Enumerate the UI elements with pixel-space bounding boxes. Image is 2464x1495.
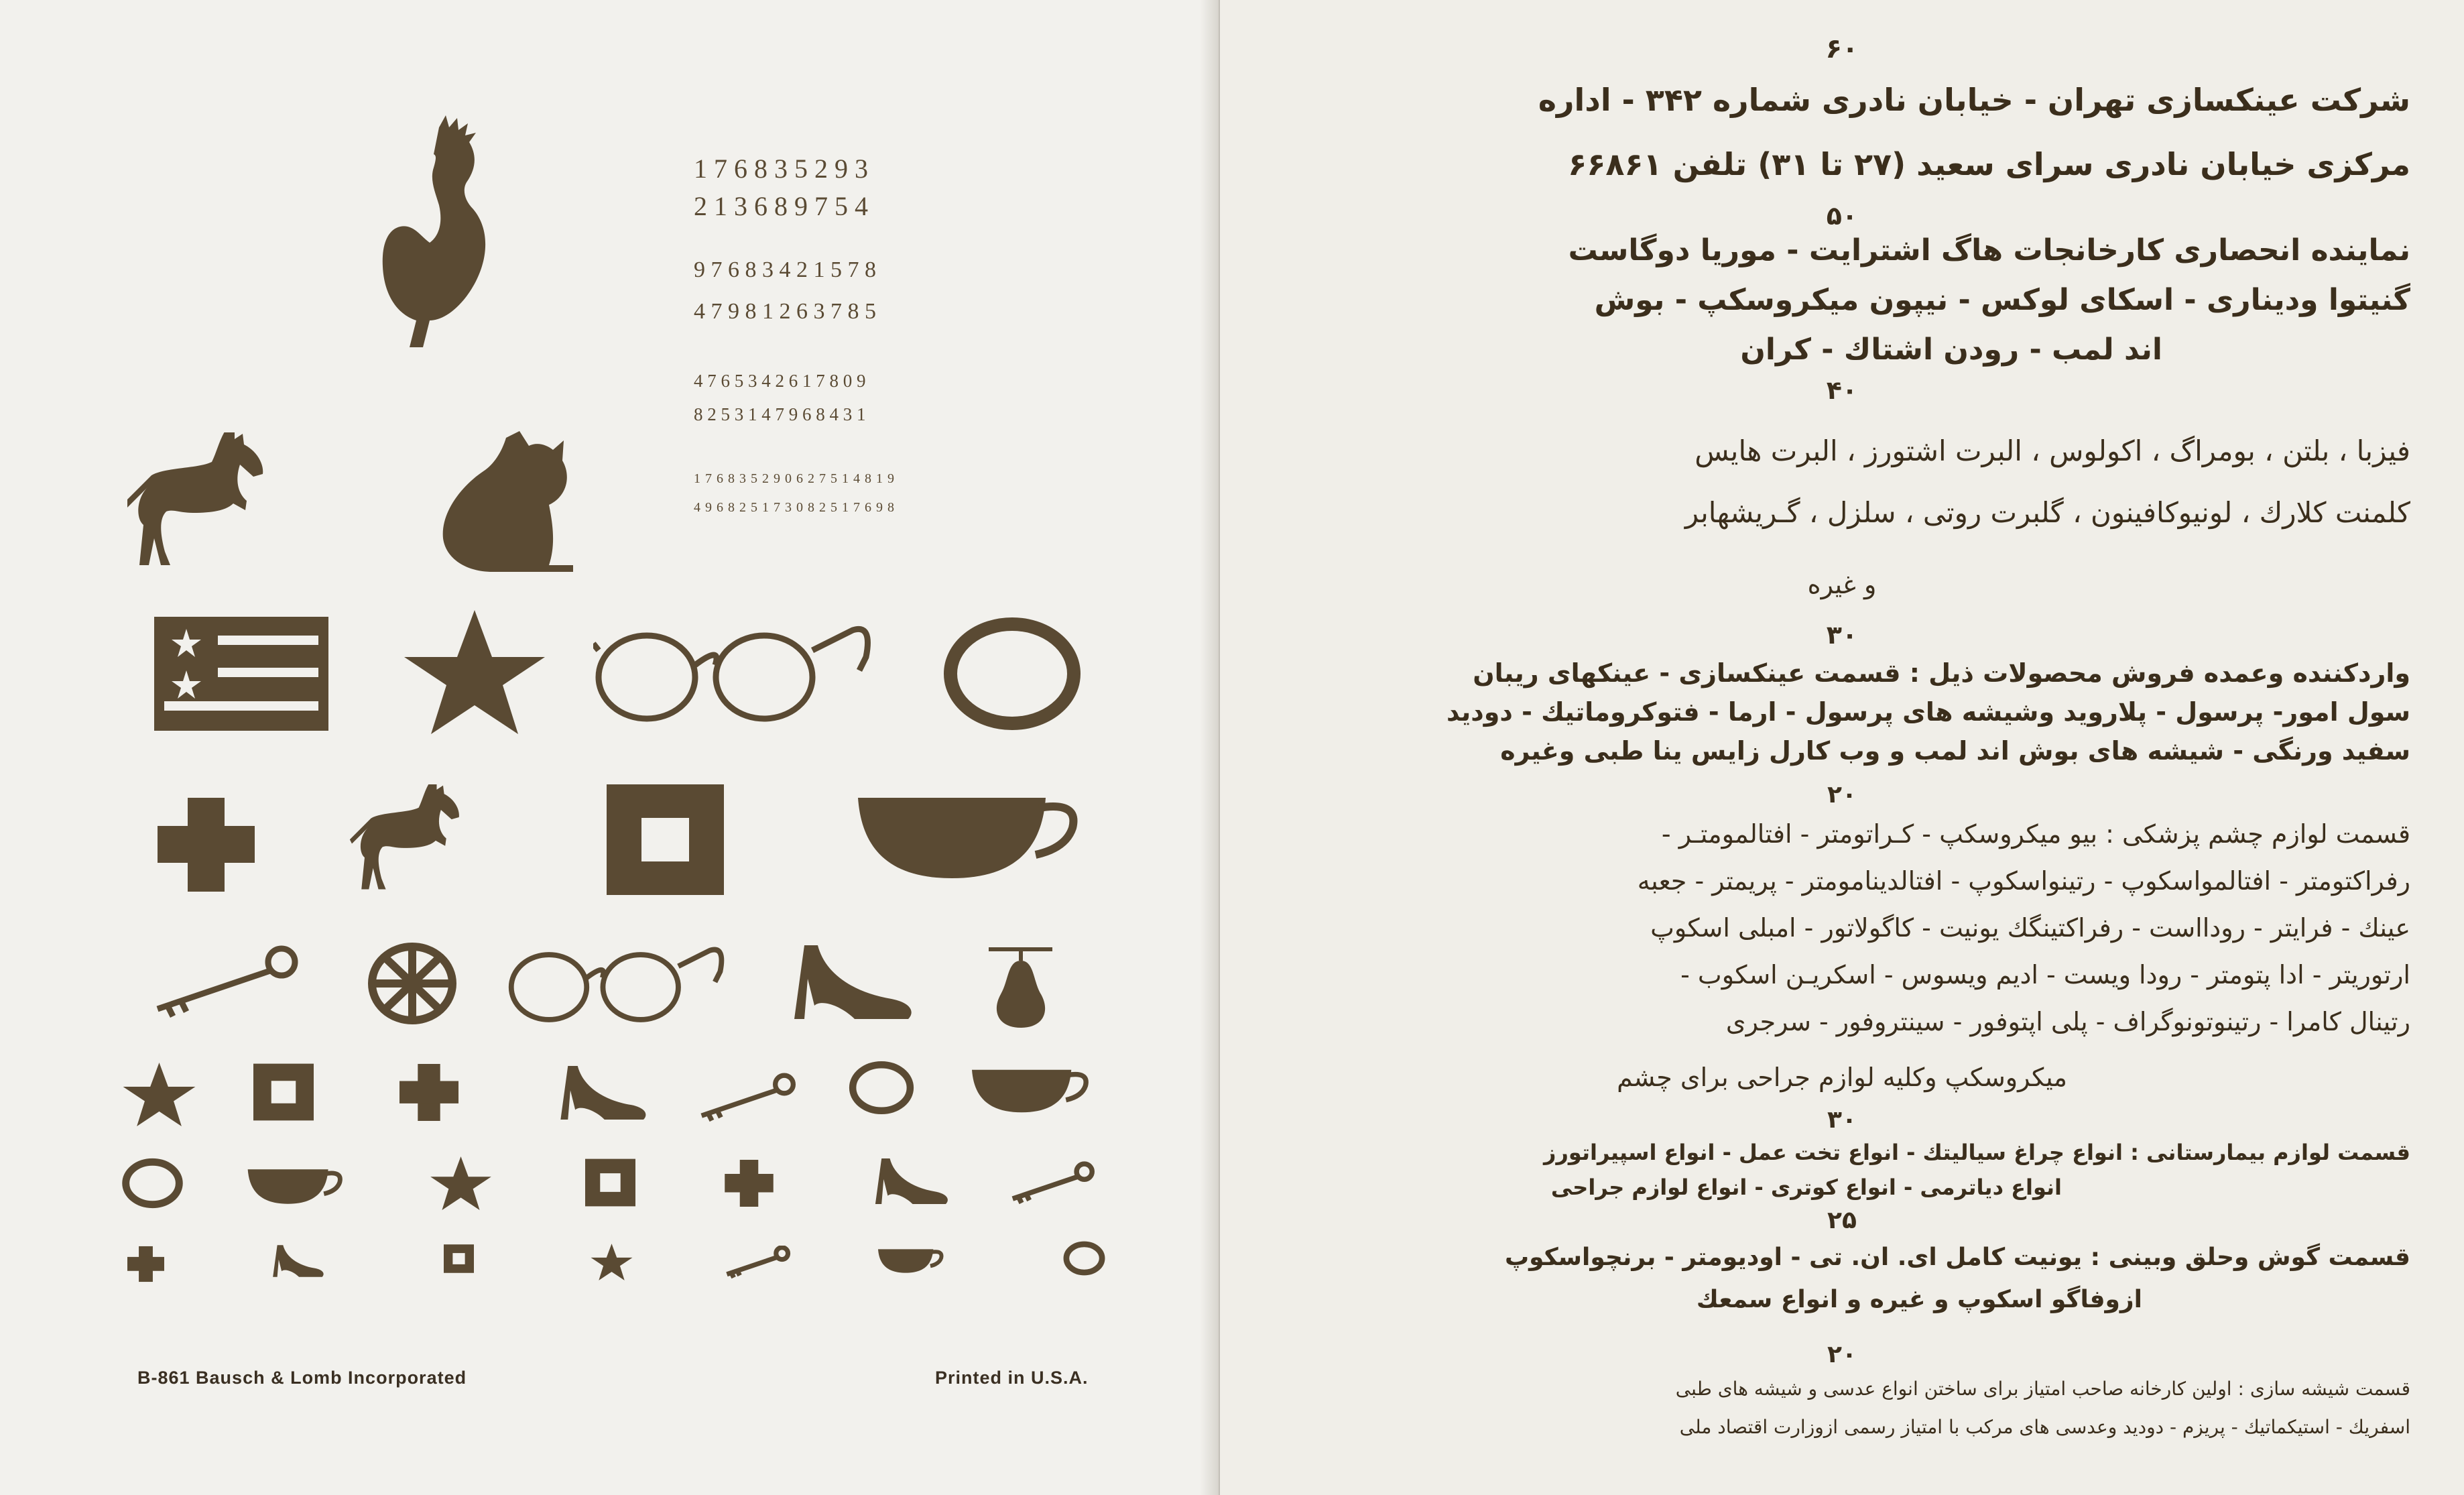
section-number: ۲۰ <box>1827 1341 1857 1368</box>
square-icon <box>585 1158 635 1207</box>
glasses-icon <box>593 623 878 731</box>
ring-icon <box>121 1156 184 1210</box>
text-line: و غیره <box>1807 570 1877 599</box>
text-line: اسفریك - استیکماتیك - پریزم - دودید وعدسی های مرکب با امتیاز رسمی ازوزارت اقتصاد ملی <box>1679 1416 2410 1438</box>
text-line: قسمت لوازم بیمارستانی : انواع چراغ سیالیتك - انواع تخت عمل - انواع اسپیراتورز <box>1544 1140 2410 1165</box>
cross-icon <box>158 798 255 892</box>
text-line: رفراکتومتر - افتالمواسکوپ - رتینواسکوپ - افتالدینامومتر - پریمتر - جعبه <box>1637 866 2410 896</box>
text-line: قسمت لوازم چشم پزشکی : بیو میکروسکپ - کـراتومتر - افتالمومتـر - <box>1661 819 2410 849</box>
text-line: قسمت شیشه سازی : اولین کارخانه صاحب امتیاز برای ساختن انواع عدسی و شیشه های طبی <box>1675 1378 2410 1400</box>
shoe-icon <box>871 1158 952 1204</box>
star-icon <box>401 610 548 734</box>
digit-row: 2 1 3 6 8 9 7 5 4 <box>694 191 868 221</box>
text-line: سفید ورنگی - شیشه های بوش اند لمب و وب کارل زایس ینا طبی وغیره <box>1500 736 2410 766</box>
text-line: واردکننده وعمده فروش محصولات ذیل : قسمت عینکسازی - عینکهای ریبان <box>1473 658 2410 688</box>
rooster-icon <box>375 114 489 369</box>
cup-icon <box>245 1167 349 1207</box>
cross-icon <box>724 1160 774 1207</box>
text-line: میکروسکپ وکلیه لوازم جراحی برای چشم <box>1617 1063 2067 1092</box>
digit-row: 8 2 5 3 1 4 7 9 6 8 4 3 1 <box>694 404 866 424</box>
text-line: ازوفاگو اسکوپ و غیره و انواع سمعك <box>1696 1286 2142 1313</box>
section-number: ۲۵ <box>1827 1207 1857 1234</box>
text-line: کلمنت کلارك ، لونیوکافینون ، گلبرت روتی ، سلزل ، گـریشهابر <box>1684 496 2410 529</box>
star-icon <box>429 1156 493 1210</box>
text-line: قسمت گوش وحلق وبینی : یونیت کامل ای. ان. تی - اودیومتر - برنچواسکوپ <box>1504 1244 2410 1271</box>
key-icon <box>1009 1160 1096 1207</box>
cup-icon <box>878 1247 945 1275</box>
section-number: ۵۰ <box>1826 201 1858 231</box>
key-icon <box>151 945 302 1019</box>
cup-icon <box>858 791 1086 885</box>
shoe-icon <box>556 1066 650 1120</box>
section-number: ۲۰ <box>1827 781 1857 809</box>
text-line: فیزبا ، بلتن ، بومراگ ، اکولوس ، البرت اشتورز ، البرت هایس <box>1695 434 2410 467</box>
cat-icon <box>439 426 573 573</box>
digit-row: 4 7 6 5 3 4 2 6 1 7 8 0 9 <box>694 371 866 391</box>
text-line: گنیتوا ودینارى - اسکای لوکس - نیپون میکروسکپ - بوش <box>1594 283 2410 317</box>
pear-icon <box>989 942 1052 1029</box>
digit-row: 9 7 6 8 3 4 2 1 5 7 8 <box>694 257 876 282</box>
flag-icon <box>154 617 328 731</box>
horse-icon <box>345 784 473 898</box>
section-number: ۳۰ <box>1826 620 1858 650</box>
square-icon <box>607 784 724 895</box>
section-number: ۴۰ <box>1826 375 1858 405</box>
catalog-number: B-861 Bausch & Lomb Incorporated <box>137 1368 467 1388</box>
star-icon <box>590 1244 633 1280</box>
glasses-icon <box>506 945 731 1029</box>
ring-icon <box>848 1059 915 1116</box>
square-icon <box>444 1244 474 1274</box>
shoe-icon <box>791 945 915 1019</box>
printed-in-label: Printed in U.S.A. <box>935 1368 1089 1388</box>
digit-row: 4 9 6 8 2 5 1 7 3 0 8 2 5 1 7 6 9 8 <box>694 500 895 515</box>
cup-icon <box>972 1066 1093 1116</box>
text-line: اند لمب - رودن اشتاك - کران <box>1740 333 2162 367</box>
horse-icon <box>127 432 271 577</box>
text-line: رتینال کامرا - رتینوتونوگراف - پلی اپتوفور - سینتروفور - سرجری <box>1725 1007 2410 1036</box>
digit-row: 4 7 9 8 1 2 6 3 7 8 5 <box>694 299 876 324</box>
eye-chart-page <box>0 0 1213 1495</box>
cross-icon <box>127 1246 164 1282</box>
key-icon <box>697 1073 798 1123</box>
text-line: عینك - فرایتر - رودااست - رفراکتینگك یونیت - کاگولاتور - امبلی اسکوپ <box>1650 913 2410 943</box>
page-number: ۶۰ <box>1825 34 1859 64</box>
key-icon <box>724 1246 791 1279</box>
persian-text-page <box>1220 0 2464 1495</box>
digit-row: 1 7 6 8 3 5 2 9 0 6 2 7 5 1 4 8 1 9 <box>694 471 895 486</box>
wheel-icon <box>365 942 459 1026</box>
ring-icon <box>942 617 1083 731</box>
shoe-icon <box>271 1244 325 1278</box>
text-line: شرکت عینکسازی تهران - خیابان نادری شماره ۳۴۲ - اداره <box>1538 82 2410 118</box>
text-line: مرکزی خیابان نادری سرای سعید (۲۷ تا ۳۱) تلفن ۶۶۸۶۱ <box>1568 146 2410 182</box>
cross-icon <box>399 1064 459 1121</box>
section-number: ۳۰ <box>1827 1106 1857 1134</box>
text-line: ارتوریتر - ادا پتومتر - رودا ویست - ادیم ویسوس - اسکریـن اسکوب - <box>1680 960 2410 990</box>
text-line: انواع دیاترمی - انواع کوتری - انواع لوازم جراحی <box>1550 1175 2062 1200</box>
digit-row: 1 7 6 8 3 5 2 9 3 <box>694 154 868 184</box>
star-icon <box>121 1063 198 1126</box>
text-line: نماینده انحصاری کارخانجات هاگ اشترایت - موریا دوگاست <box>1568 233 2410 267</box>
ring-icon <box>1062 1239 1106 1278</box>
text-line: سول امور- پرسول - پلاروید وشیشه های پرسول - ارما - فتوکروماتیك - دودید <box>1446 697 2410 727</box>
square-icon <box>253 1063 314 1122</box>
